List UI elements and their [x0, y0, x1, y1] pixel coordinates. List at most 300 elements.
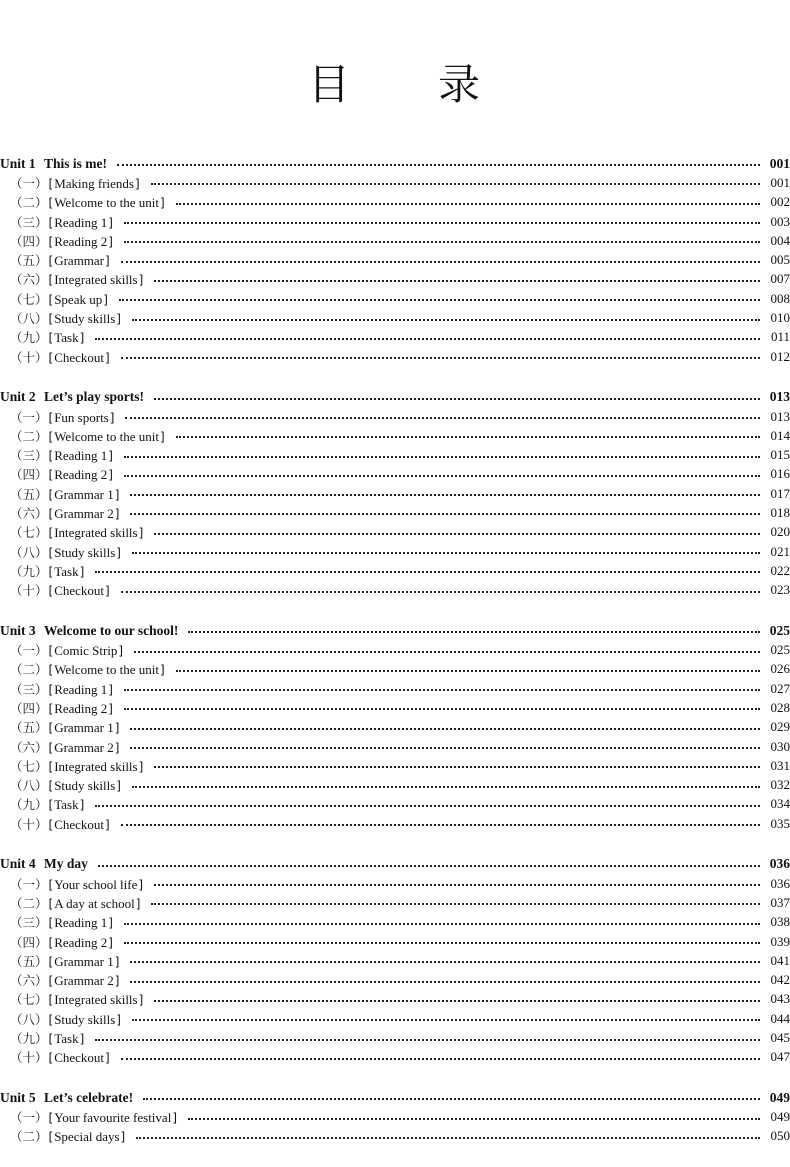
toc-entry[interactable]: [0, 212, 790, 231]
leader-dots: [176, 202, 760, 205]
unit-heading: [0, 1090, 133, 1106]
page-number: 036: [770, 875, 790, 891]
open-bracket: [: [48, 954, 54, 969]
page-title: [0, 52, 790, 112]
page-number: 025: [769, 622, 790, 638]
entry-index: （四）: [10, 233, 48, 249]
page-number: 036: [769, 856, 790, 872]
close-bracket: ]: [108, 935, 113, 950]
open-bracket: [: [48, 1051, 54, 1066]
entry-title: Reading 2: [54, 700, 108, 716]
unit-name: My day: [44, 856, 88, 872]
unit-block: [0, 154, 790, 366]
unit-heading: [0, 856, 88, 872]
entry-label: [0, 465, 114, 483]
entry-index: （一）: [10, 643, 48, 659]
toc-entry[interactable]: [0, 718, 790, 737]
leader-dots: [124, 688, 760, 691]
open-bracket: [: [48, 273, 54, 288]
leader-dots: [154, 999, 760, 1002]
toc-entry[interactable]: [0, 932, 790, 951]
open-bracket: [: [48, 449, 54, 464]
leader-dots: [132, 785, 760, 788]
entry-title: Task: [54, 330, 79, 346]
page-number: 028: [770, 699, 790, 715]
leader-dots: [176, 669, 760, 672]
entry-title: Integrated skills: [54, 525, 138, 541]
toc-entry[interactable]: [0, 250, 790, 269]
leader-dots: [151, 182, 760, 185]
page-number: 010: [770, 310, 790, 326]
unit-name: This is me!: [44, 155, 108, 171]
open-bracket: [: [48, 176, 54, 191]
toc-entry[interactable]: [0, 795, 790, 814]
toc-entry[interactable]: [0, 328, 790, 347]
leader-dots: [154, 279, 760, 282]
page-number: 037: [770, 894, 790, 910]
entry-title: Reading 2: [54, 467, 108, 483]
page-number: 005: [770, 252, 790, 268]
open-bracket: [: [48, 1032, 54, 1046]
leader-dots: [130, 512, 760, 515]
leader-dots: [151, 902, 760, 905]
leader-dots: [136, 1136, 760, 1139]
toc-entry[interactable]: [0, 542, 790, 561]
toc-entry[interactable]: [0, 523, 790, 542]
entry-label: [0, 875, 144, 893]
page-number: 043: [770, 991, 790, 1007]
open-bracket: [: [48, 350, 54, 365]
leader-dots: [124, 474, 760, 477]
entry-index: （十）: [10, 583, 48, 599]
entry-index: （二）: [10, 895, 48, 911]
unit-block: [0, 1088, 790, 1146]
toc-entry[interactable]: [0, 679, 790, 698]
unit-name: Let’s play sports!: [44, 389, 144, 405]
leader-dots: [119, 298, 760, 301]
page-number: 011: [770, 329, 790, 345]
toc-entry[interactable]: [0, 776, 790, 795]
open-bracket: [: [48, 234, 54, 249]
open-bracket: [: [48, 779, 54, 794]
toc-entry[interactable]: [0, 640, 790, 659]
open-bracket: [: [48, 564, 54, 579]
close-bracket: ]: [159, 663, 165, 678]
leader-dots: [143, 1097, 760, 1100]
entry-label: [0, 1029, 85, 1047]
entry-title: Checkout: [54, 349, 105, 365]
entry-index: （六）: [10, 272, 48, 288]
close-bracket: ]: [116, 545, 121, 560]
toc-entry[interactable]: [0, 990, 790, 1009]
entry-title: Reading 1: [54, 915, 108, 931]
entry-index: （三）: [10, 681, 48, 697]
entry-label: [0, 795, 85, 813]
toc-entry[interactable]: [0, 660, 790, 679]
leader-dots: [124, 455, 760, 458]
toc-entry[interactable]: [0, 737, 790, 756]
entry-title: Reading 1: [54, 681, 108, 697]
close-bracket: ]: [138, 993, 144, 1008]
entry-index: （二）: [10, 428, 48, 444]
toc-entry[interactable]: [0, 814, 790, 833]
entry-title: Task: [54, 797, 79, 813]
unit-heading-row[interactable]: [0, 621, 790, 640]
leader-dots: [132, 318, 760, 321]
leader-dots: [176, 435, 760, 438]
entry-index: （七）: [10, 758, 48, 774]
entry-label: [0, 1108, 178, 1126]
entry-title: Speak up: [54, 291, 103, 307]
toc-entry[interactable]: [0, 231, 790, 250]
page-number: 020: [770, 524, 790, 540]
close-bracket: ]: [103, 292, 108, 307]
leader-dots: [130, 727, 760, 730]
close-bracket: ]: [109, 410, 115, 425]
unit-heading: [0, 156, 107, 172]
entry-index: （五）: [10, 953, 48, 969]
close-bracket: ]: [138, 273, 144, 288]
page-number: 003: [770, 213, 790, 229]
unit-block: [0, 621, 790, 833]
close-bracket: ]: [114, 721, 120, 736]
entry-index: （三）: [10, 448, 48, 464]
close-bracket: ]: [108, 215, 113, 230]
open-bracket: [: [48, 410, 54, 425]
entry-title: Integrated skills: [54, 758, 138, 774]
page-number: 021: [770, 543, 790, 559]
toc-entry[interactable]: [0, 1108, 790, 1127]
close-bracket: ]: [105, 817, 110, 832]
entry-index: （八）: [10, 544, 48, 560]
entry-title: Grammar 1: [54, 953, 114, 969]
entry-label: [0, 562, 85, 580]
title-char-1: 目: [307, 60, 352, 109]
toc-entry[interactable]: [0, 951, 790, 970]
toc-entry[interactable]: [0, 445, 790, 464]
unit-heading: [0, 623, 178, 639]
toc-entry[interactable]: [0, 1048, 790, 1067]
leader-dots: [154, 532, 760, 535]
open-bracket: [: [48, 721, 54, 736]
open-bracket: [: [48, 798, 54, 813]
leader-dots: [98, 864, 760, 867]
unit-number: Unit 5: [0, 1089, 36, 1105]
leader-dots: [154, 397, 760, 400]
page-number: 039: [770, 933, 790, 949]
page-number: 050: [770, 1128, 790, 1144]
open-bracket: [: [48, 877, 54, 892]
leader-dots: [154, 883, 760, 886]
entry-index: （六）: [10, 739, 48, 755]
entry-title: Special days: [54, 1129, 120, 1145]
page-number: 044: [770, 1010, 790, 1026]
open-bracket: [: [48, 526, 54, 541]
close-bracket: ]: [79, 564, 85, 579]
page-number: 041: [770, 952, 790, 968]
page-number: 002: [770, 194, 790, 210]
entry-index: （五）: [10, 253, 48, 269]
entry-label: [0, 581, 111, 599]
open-bracket: [: [48, 331, 54, 346]
entry-label: [0, 290, 109, 308]
entry-label: [0, 815, 111, 833]
toc-entry[interactable]: [0, 893, 790, 912]
page-number: 014: [770, 427, 790, 443]
toc-entry[interactable]: [0, 270, 790, 289]
toc-entry[interactable]: [0, 407, 790, 426]
toc-entry[interactable]: [0, 1009, 790, 1028]
entry-title: Grammar 1: [54, 486, 114, 502]
open-bracket: [: [48, 254, 54, 269]
unit-heading-row[interactable]: [0, 388, 790, 407]
entry-label: [0, 485, 120, 503]
leader-dots: [121, 260, 760, 263]
entry-index: （六）: [10, 973, 48, 989]
close-bracket: ]: [105, 584, 110, 599]
toc-entry[interactable]: [0, 1028, 790, 1047]
leader-dots: [117, 163, 760, 166]
leader-dots: [124, 221, 760, 224]
entry-title: Checkout: [54, 1050, 105, 1066]
page-number: 013: [769, 389, 790, 405]
entry-title: Grammar 2: [54, 505, 114, 521]
page-number: 001: [769, 155, 790, 171]
entry-title: Study skills: [54, 778, 116, 794]
entry-title: Grammar 1: [54, 720, 114, 736]
entry-index: （九）: [10, 797, 48, 813]
open-bracket: [: [48, 468, 54, 483]
entry-label: [0, 543, 122, 561]
open-bracket: [: [48, 896, 54, 911]
page-number: 026: [770, 661, 790, 677]
toc-entry[interactable]: [0, 193, 790, 212]
entry-title: Reading 2: [54, 233, 108, 249]
page-number: 017: [770, 485, 790, 501]
entry-label: [0, 446, 114, 464]
entry-label: [0, 408, 115, 426]
close-bracket: ]: [159, 196, 165, 211]
entry-title: Your favourite festival: [54, 1110, 172, 1126]
entry-label: [0, 232, 114, 250]
page-number: 022: [770, 562, 790, 578]
unit-number: Unit 2: [0, 389, 36, 405]
close-bracket: ]: [172, 1111, 177, 1126]
leader-dots: [124, 941, 760, 944]
toc-entry[interactable]: [0, 426, 790, 445]
toc-entry[interactable]: [0, 756, 790, 775]
entry-index: （九）: [10, 563, 48, 579]
page-number: 023: [770, 582, 790, 598]
entry-title: A day at school: [54, 895, 135, 911]
open-bracket: [: [48, 292, 54, 307]
close-bracket: ]: [135, 896, 141, 911]
unit-name: Welcome to our school!: [44, 622, 179, 638]
entry-index: （一）: [10, 409, 48, 425]
entry-title: Study skills: [54, 544, 116, 560]
entry-label: [0, 213, 114, 231]
leader-dots: [121, 590, 760, 593]
toc-entry[interactable]: [0, 561, 790, 580]
entry-label: [0, 718, 120, 736]
page-number: 016: [770, 466, 790, 482]
entry-index: （三）: [10, 915, 48, 931]
entry-label: [0, 328, 85, 346]
leader-dots: [95, 570, 760, 573]
open-bracket: [: [48, 682, 54, 697]
page-number: 045: [770, 1030, 790, 1045]
close-bracket: ]: [138, 759, 144, 774]
page-number: 029: [770, 719, 790, 735]
open-bracket: [: [48, 935, 54, 950]
entry-label: [0, 660, 166, 678]
leader-dots: [134, 650, 760, 653]
open-bracket: [: [48, 993, 54, 1008]
toc-entry[interactable]: [0, 1127, 790, 1146]
entry-index: （七）: [10, 525, 48, 541]
unit-number: Unit 1: [0, 155, 36, 171]
unit-block: [0, 388, 790, 600]
entry-label: [0, 971, 120, 989]
entry-label: [0, 504, 120, 522]
entry-index: （六）: [10, 505, 48, 521]
page-number: 025: [770, 642, 790, 658]
entry-title: Checkout: [54, 816, 105, 832]
entry-title: Reading 1: [54, 214, 108, 230]
close-bracket: ]: [105, 254, 110, 269]
open-bracket: [: [48, 974, 54, 989]
toc-entry[interactable]: [0, 874, 790, 893]
page-number: 034: [770, 796, 790, 812]
open-bracket: [: [48, 1130, 54, 1145]
entry-title: Integrated skills: [54, 992, 138, 1008]
close-bracket: ]: [120, 1130, 126, 1145]
page-number: 038: [770, 914, 790, 930]
entry-index: （二）: [10, 195, 48, 211]
open-bracket: [: [48, 916, 54, 931]
toc-entry[interactable]: [0, 465, 790, 484]
unit-heading-row[interactable]: [0, 1088, 790, 1107]
leader-dots: [121, 1057, 760, 1060]
toc-entry[interactable]: [0, 913, 790, 932]
unit-heading: [0, 389, 144, 405]
open-bracket: [: [48, 196, 54, 211]
page-number: 013: [770, 408, 790, 424]
title-char-2: 录: [438, 60, 483, 109]
close-bracket: ]: [108, 682, 113, 697]
entry-title: Study skills: [54, 311, 116, 327]
toc-entry[interactable]: [0, 503, 790, 522]
close-bracket: ]: [108, 234, 113, 249]
entry-index: （一）: [10, 1110, 48, 1126]
leader-dots: [130, 746, 760, 749]
toc-entry[interactable]: [0, 581, 790, 600]
entry-label: [0, 251, 111, 269]
close-bracket: ]: [108, 449, 113, 464]
entry-index: （十）: [10, 1050, 48, 1066]
leader-dots: [188, 630, 760, 633]
entry-index: （十）: [10, 816, 48, 832]
leader-dots: [121, 356, 760, 359]
entry-index: （四）: [10, 467, 48, 483]
open-bracket: [: [48, 817, 54, 832]
leader-dots: [132, 1018, 760, 1021]
entry-label: [0, 174, 141, 192]
toc-entry[interactable]: [0, 698, 790, 717]
leader-dots: [95, 804, 760, 807]
table-of-contents: [0, 154, 790, 1167]
leader-dots: [125, 416, 760, 419]
close-bracket: ]: [79, 331, 85, 346]
close-bracket: ]: [138, 526, 144, 541]
toc-entry[interactable]: [0, 289, 790, 308]
entry-label: [0, 309, 122, 327]
unit-heading-row[interactable]: [0, 154, 790, 173]
unit-block: [0, 855, 790, 1067]
toc-entry[interactable]: [0, 347, 790, 366]
entry-title: Welcome to the unit: [54, 662, 159, 678]
close-bracket: ]: [105, 350, 110, 365]
leader-dots: [188, 1117, 760, 1120]
unit-number: Unit 3: [0, 622, 36, 638]
entry-index: （八）: [10, 311, 48, 327]
entry-index: （三）: [10, 214, 48, 230]
entry-index: （一）: [10, 175, 48, 191]
open-bracket: [: [48, 545, 54, 560]
open-bracket: [: [48, 584, 54, 599]
entry-label: [0, 738, 120, 756]
open-bracket: [: [48, 215, 54, 230]
page-number: 049: [769, 1089, 790, 1105]
toc-entry[interactable]: [0, 484, 790, 503]
toc-entry[interactable]: [0, 173, 790, 192]
close-bracket: ]: [114, 506, 120, 521]
page-number: 032: [770, 777, 790, 793]
entry-index: （一）: [10, 876, 48, 892]
entry-label: [0, 348, 111, 366]
open-bracket: [: [48, 644, 54, 659]
leader-dots: [121, 823, 760, 826]
entry-index: （七）: [10, 291, 48, 307]
leader-dots: [95, 1038, 760, 1041]
entry-title: Task: [54, 563, 79, 579]
entry-index: （九）: [10, 330, 48, 346]
page-number: 030: [770, 738, 790, 754]
open-bracket: [: [48, 487, 54, 502]
close-bracket: ]: [79, 1032, 85, 1046]
entry-title: Fun sports: [54, 409, 109, 425]
toc-entry[interactable]: [0, 970, 790, 989]
close-bracket: ]: [79, 798, 85, 813]
page-number: 035: [770, 815, 790, 831]
unit-heading-row[interactable]: [0, 855, 790, 874]
entry-label: [0, 193, 166, 211]
open-bracket: [: [48, 1111, 54, 1126]
entry-index: （二）: [10, 662, 48, 678]
entry-label: [0, 270, 144, 288]
page-number: 015: [770, 447, 790, 463]
entry-label: [0, 952, 120, 970]
entry-title: Reading 2: [54, 934, 108, 950]
toc-entry[interactable]: [0, 308, 790, 327]
leader-dots: [132, 551, 760, 554]
entry-title: Task: [54, 1031, 79, 1046]
entry-title: Grammar 2: [54, 739, 114, 755]
entry-index: （九）: [10, 1031, 48, 1046]
unit-name: Let’s celebrate!: [44, 1089, 134, 1105]
entry-title: Grammar 2: [54, 973, 114, 989]
page-number: 012: [770, 348, 790, 364]
